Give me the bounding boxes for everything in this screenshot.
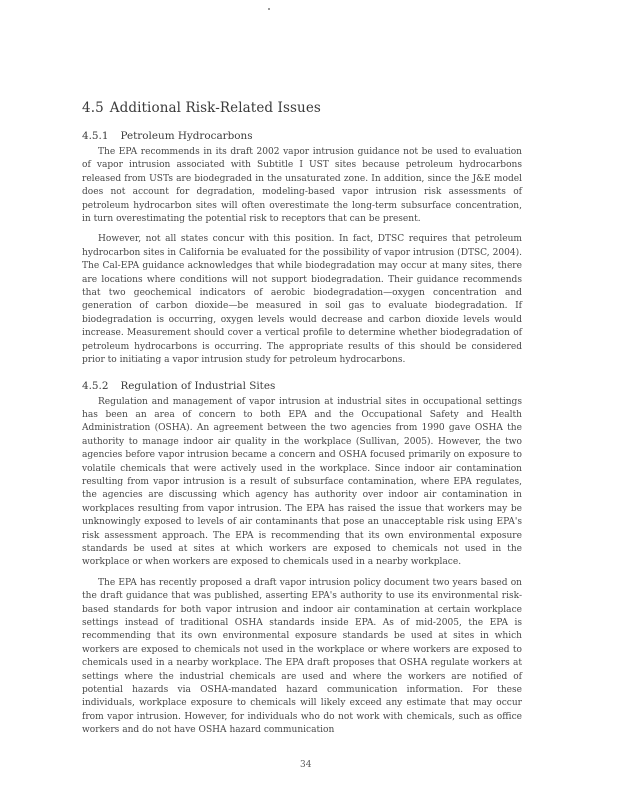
subsection-heading-industrial [82,379,522,393]
paragraph: The EPA recommends in its draft 2002 vapor intrusion guidance not be used to evaluation of vapor intrusion associated with Subtitle I UST sites because petroleum hydrocarbons released from USTs are biodegraded in the unsaturated zone. In addition, since the J&E model does not account for degradation, modeling-based vapor intrusion risk assessments of petroleum hydrocarbon sites will often overestimate the long-term subsurface concentration, in turn overestimating the potential risk to receptors that can be present. [82,147,522,225]
section-number: 4.5 [82,100,104,116]
subsection-title: Regulation of Industrial Sites [120,379,276,392]
section-title: Additional Risk-Related Issues [109,100,321,116]
page-number: 34 [300,760,312,770]
page-top-mark [268,8,270,10]
section-heading [82,100,522,117]
subsection-number: 4.5.1 [82,130,109,142]
subsection-number: 4.5.2 [82,379,109,392]
paragraph: The EPA has recently proposed a draft vapor intrusion policy document two years based on the draft guidance that was published, asserting EPA's authority to use its environmental risk-based standards for both vapor intrusion and indoor air contamination at certain workplace settings instead of traditional OSHA standards inside EPA. As of mid-2005, the EPA is recommending that its own environmental exposure standards be used at sites in which workers are exposed to chemicals not used in the workplace or where workers are exposed to chemicals used in a nearby workplace. The EPA draft proposes that OSHA regulate workers at settings where the industrial chemicals are used and where the workers are notified of potential hazards via OSHA-mandated hazard communication information. For these individuals, workplace exposure to chemicals will likely exceed any estimate that may occur from vapor intrusion. However, for individuals who do not work with chemicals, such as office workers and do not have OSHA hazard communication [82,577,522,736]
subsection-heading-petroleum [82,129,522,143]
document-body [82,100,522,738]
paragraph: Regulation and management of vapor intrusion at industrial sites in occupational settings has been an area of concern to both EPA and the Occupational Safety and Health Administration (OSHA). An agreement between the two agencies from 1990 gave OSHA the authority to manage indoor air quality in the workplace (Sullivan, 2005). However, the two agencies before vapor intrusion became a concern and OSHA focused primarily on exposure to volatile chemicals that were actively used in the workplace. Since indoor air contamination resulting from vapor intrusion is a result of subsurface contamination, where EPA regulates, the agencies are discussing which agency has authority over indoor air contamination in workplaces resulting from vapor intrusion. The EPA has raised the issue that workers may be unknowingly exposed to levels of air contaminants that pose an unacceptable risk using EPA's risk assessment approach. The EPA is recommending that its own environmental exposure standards be used at sites at which workers are exposed to chemicals not used in the workplace or when workers are exposed to chemicals used in a nearby workplace. [82,396,522,568]
subsection-title: Petroleum Hydrocarbons [120,130,253,142]
paragraph: However, not all states concur with this position. In fact, DTSC requires that petroleum hydrocarbon sites in California be evaluated for the possibility of vapor intrusion (DTSC, 2004). The Cal-EPA guidance acknowledges that while biodegradation may occur at many sites, there are locations where conditions will not support biodegradation. Their guidance recommends that two geochemical indicators of aerobic biodegradation—oxygen concentration and generation of carbon dioxide—be measured in soil gas to evaluate biodegradation. If biodegradation is occurring, oxygen levels would decrease and carbon dioxide levels would increase. Measurement should cover a vertical profile to determine whether biodegradation of petroleum hydrocarbons is occurring. The appropriate results of this should be considered prior to initiating a vapor intrusion study for petroleum hydrocarbons. [82,234,522,366]
